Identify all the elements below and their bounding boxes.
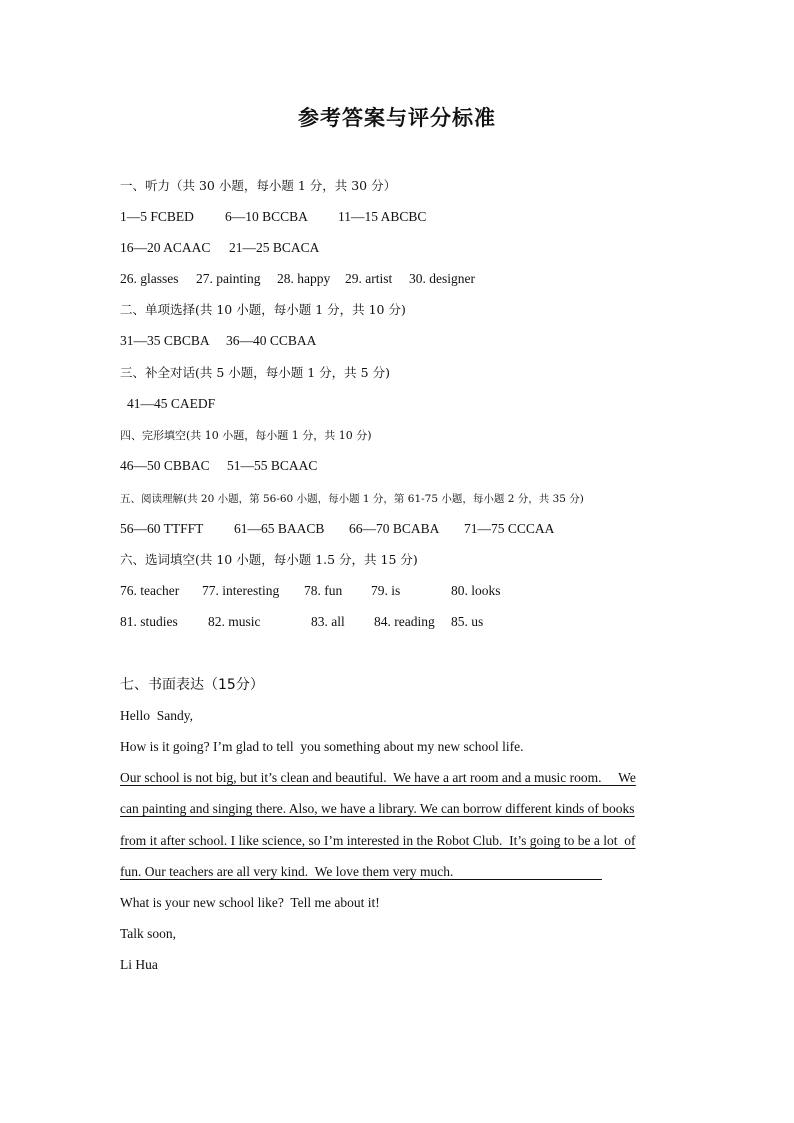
letter-body-line: from it after school. I like science, so I’m interested in the Robot Club. It’s going to be a lot of xyxy=(120,833,636,848)
answer-item: 77. interesting xyxy=(202,583,280,598)
answer-row xyxy=(120,239,720,257)
answer-item: 79. is xyxy=(371,583,401,598)
answer-group: 46—50 CBBAC xyxy=(120,458,210,473)
answer-item: 81. studies xyxy=(120,614,178,629)
letter-body-line: fun. Our teachers are all very kind. We love them very much. xyxy=(120,864,602,879)
answer-group: 41—45 CAEDF xyxy=(127,396,216,411)
answer-group: 1—5 FCBED xyxy=(120,209,194,224)
answer-item: 78. fun xyxy=(304,583,343,598)
section-6-heading: 六、选词填空(共 10 小题，每小题 1.5 分，共 15 分) xyxy=(120,552,418,567)
section-7-heading: 七、书面表达（15分） xyxy=(120,677,264,693)
answer-row xyxy=(120,582,720,600)
answer-group: 16—20 ACAAC xyxy=(120,240,211,255)
section-4-heading: 四、完形填空(共 10 小题，每小题 1 分，共 10 分) xyxy=(120,429,372,442)
section-1-heading: 一、听力（共 30 小题，每小题 1 分，共 30 分） xyxy=(120,178,397,193)
letter-signature: Li Hua xyxy=(120,957,158,972)
letter-greeting: Hello Sandy, xyxy=(120,708,193,723)
answer-item: 28. happy xyxy=(277,271,331,286)
answer-group: 31—35 CBCBA xyxy=(120,333,210,348)
letter-body-line: can painting and singing there. Also, we have a library. We can borrow different kinds of books xyxy=(120,801,635,816)
page-title: 参考答案与评分标准 xyxy=(298,106,496,130)
answer-group: 21—25 BCACA xyxy=(229,240,320,255)
answer-group: 36—40 CCBAA xyxy=(226,333,317,348)
answer-group: 11—15 ABCBC xyxy=(338,209,427,224)
answer-group: 71—75 CCCAA xyxy=(464,521,555,536)
answer-group: 6—10 BCCBA xyxy=(225,209,308,224)
section-3-heading: 三、补全对话(共 5 小题，每小题 1 分，共 5 分) xyxy=(120,365,390,380)
answer-item: 76. teacher xyxy=(120,583,180,598)
answer-item: 85. us xyxy=(451,614,484,629)
answer-group: 51—55 BCAAC xyxy=(227,458,318,473)
answer-row xyxy=(120,332,720,350)
answer-group: 61—65 BAACB xyxy=(234,521,325,536)
answer-row xyxy=(127,395,727,413)
answer-item: 82. music xyxy=(208,614,261,629)
section-2-heading: 二、单项选择(共 10 小题，每小题 1 分，共 10 分) xyxy=(120,302,406,317)
answer-item: 27. painting xyxy=(196,271,261,286)
letter-opening: How is it going? I’m glad to tell you something about my new school life. xyxy=(120,739,524,754)
answer-group: 66—70 BCABA xyxy=(349,521,440,536)
answer-row xyxy=(120,457,720,475)
answer-item: 80. looks xyxy=(451,583,501,598)
letter-signoff: Talk soon, xyxy=(120,926,177,941)
answer-row xyxy=(120,520,720,538)
section-5-heading: 五、阅读理解(共 20 小题，第 56-60 小题，每小题 1 分，第 61-75 小题，每小题 2 分，共 35 分) xyxy=(120,493,584,505)
answer-group: 56—60 TTFFT xyxy=(120,521,204,536)
answer-row xyxy=(120,208,720,226)
answer-item: 29. artist xyxy=(345,271,393,286)
answer-row xyxy=(120,270,720,288)
answer-item: 84. reading xyxy=(374,614,435,629)
answer-item: 30. designer xyxy=(409,271,475,286)
answer-item: 26. glasses xyxy=(120,271,179,286)
letter-body-line: Our school is not big, but it’s clean and beautiful. We have a art room and a music room. We xyxy=(120,770,636,785)
letter-closing-question: What is your new school like? Tell me about it! xyxy=(120,895,380,910)
answer-item: 83. all xyxy=(311,614,345,629)
answer-row xyxy=(120,613,720,631)
